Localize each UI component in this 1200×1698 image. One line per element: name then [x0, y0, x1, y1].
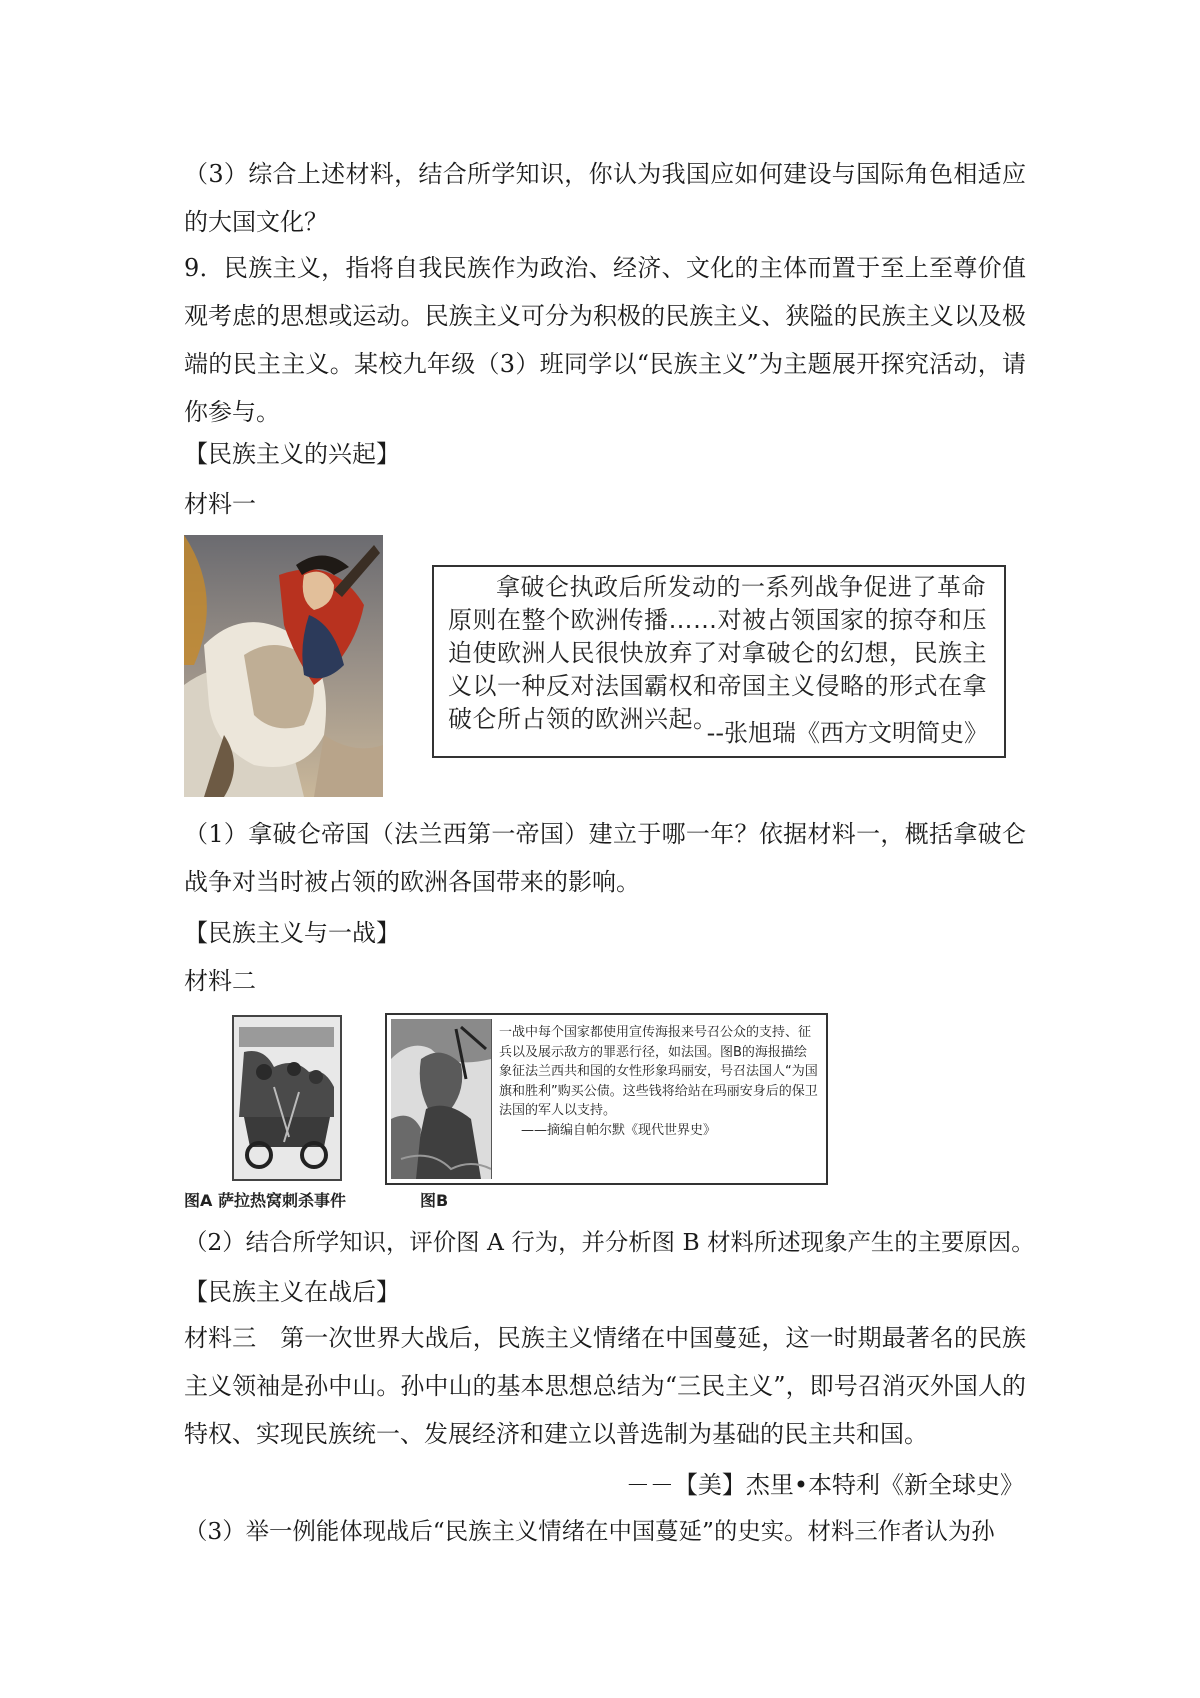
figure-b-text: 一战中每个国家都使用宣传海报来号召公众的支持、征兵以及展示敌方的罪恶行径，如法国。图B的海报描绘象征法兰西共和国的女性形象玛丽安，号召法国人“为国旗和胜利”购买公债。这些钱将给站在玛丽安身后的保卫法国的军人以支持。 — [499, 1025, 818, 1118]
marianne-poster-image — [391, 1019, 492, 1179]
question-9-intro: 9．民族主义，指将自我民族作为政治、经济、文化的主体而置于至上至尊价值观考虑的思想或运动。民族主义可分为积极的民族主义、狭隘的民族主义以及极端的民主主义。某校九年级（3）班同学以“民族主义”为主题展开探究活动，请你参与。 — [184, 254, 1026, 426]
figure-b-source: ——摘编自帕尔默《现代世界史》 — [521, 1122, 717, 1138]
material-one-source: --张旭瑞《西方文明简史》 — [706, 719, 988, 747]
question-2: （2）结合所学知识，评价图 A 行为，并分析图 B 材料所述现象产生的主要原因。 — [184, 1228, 1035, 1256]
material-three-source: －－【美】杰里•本特利《新全球史》 — [625, 1471, 1024, 1499]
material-three-text: 材料三 第一次世界大战后，民族主义情绪在中国蔓延，这一时期最著名的民族主义领袖是孙中山。孙中山的基本思想总结为“三民主义”，即号召消灭外国人的特权、实现民族统一、发展经济和建立以普选制为基础的民主共和国。 — [184, 1324, 1026, 1448]
napoleon-painting — [184, 535, 383, 797]
material-one-quote: 拿破仑执政后所发动的一系列战争促进了革命原则在整个欧洲传播……对被占领国家的掠夺和压迫使欧洲人民很快放弃了对拿破仑的幻想，民族主义以一种反对法国霸权和帝国主义侵略的形式在拿破仑所占领的欧洲兴起。 — [448, 573, 987, 733]
question-3-start: （3）举一例能体现战后“民族主义情绪在中国蔓延”的史实。材料三作者认为孙 — [184, 1517, 995, 1545]
figure-a-caption: 图A 萨拉热窝刺杀事件 — [184, 1191, 346, 1210]
figure-b-description — [499, 1023, 819, 1140]
question-3-previous: （3）综合上述材料，结合所学知识，你认为我国应如何建设与国际角色相适应的大国文化？ — [184, 160, 1026, 236]
material-two-label: 材料二 — [184, 967, 256, 995]
section-heading-rise: 【民族主义的兴起】 — [184, 440, 400, 468]
material-one-label: 材料一 — [184, 490, 256, 518]
section-heading-ww1: 【民族主义与一战】 — [184, 919, 400, 947]
figure-b-box — [385, 1013, 828, 1185]
question-1: （1）拿破仑帝国（法兰西第一帝国）建立于哪一年？依据材料一，概括拿破仑战争对当时被占领的欧洲各国带来的影响。 — [184, 820, 1026, 896]
sarajevo-assassination-image — [232, 1015, 342, 1181]
section-heading-postwar: 【民族主义在战后】 — [184, 1278, 400, 1306]
figure-b-caption: 图B — [420, 1191, 449, 1210]
material-one-quote-box — [432, 565, 1006, 758]
